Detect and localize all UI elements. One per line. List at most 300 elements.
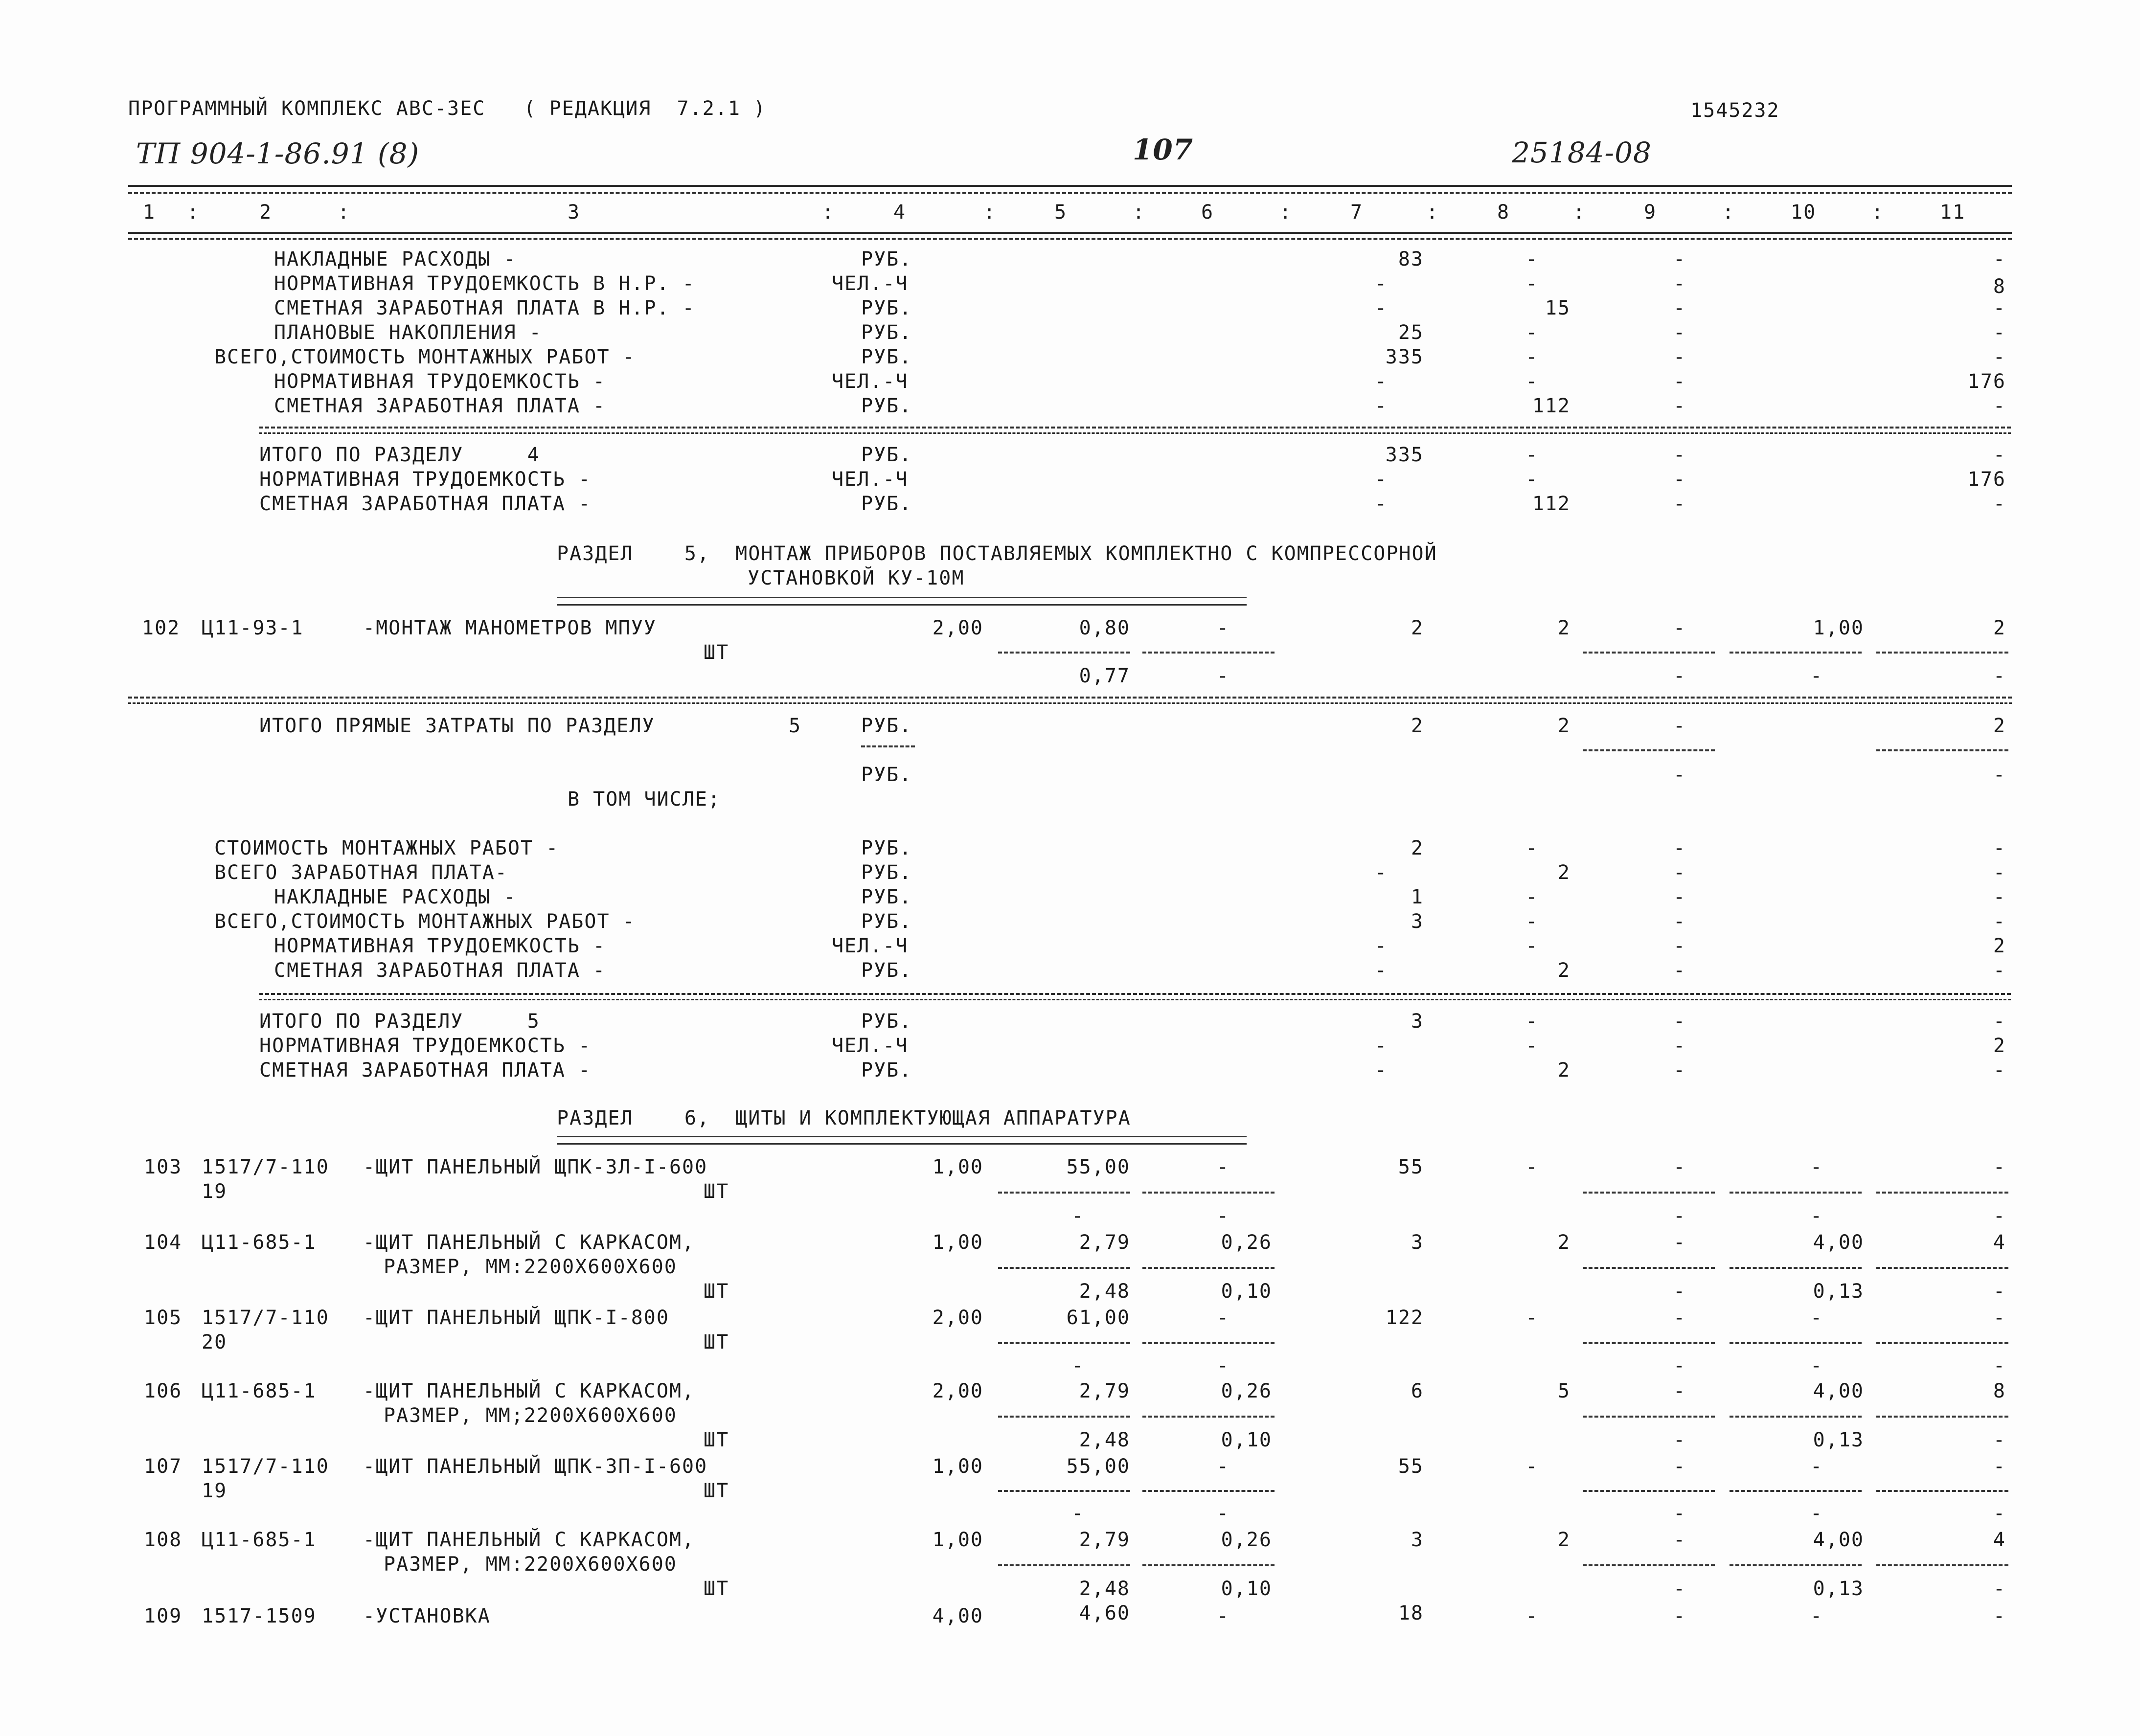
cell-c9: -: [1673, 861, 1686, 884]
cell-c8: -: [1525, 910, 1539, 933]
cell-c5: 2,79: [1079, 1529, 1130, 1551]
col-11: 11: [1940, 201, 1966, 224]
row-label: НАКЛАДНЫЕ РАСХОДЫ -: [274, 248, 517, 271]
cell-c7: -: [1375, 370, 1388, 393]
row-label: НОРМАТИВНАЯ ТРУДОЕМКОСТЬ -: [274, 370, 606, 393]
cell-c9: -: [1673, 886, 1686, 908]
cell-c9: -: [1673, 1059, 1686, 1082]
item-unit: ШТ: [704, 1180, 729, 1203]
col-10: 10: [1791, 201, 1817, 224]
cell-c8: 112: [1532, 395, 1571, 417]
cell-c9: -: [1673, 1380, 1686, 1402]
item-code-suffix: 20: [202, 1331, 228, 1353]
row-unit: РУБ.: [861, 837, 912, 859]
row-label: ВСЕГО,СТОИМОСТЬ МОНТАЖНЫХ РАБОТ -: [214, 910, 636, 933]
item-qty: 2,00: [932, 617, 983, 639]
item-number: 109: [144, 1605, 182, 1627]
cell-rule: [1142, 1490, 1275, 1492]
col-sep: :: [1279, 201, 1293, 224]
item-qty: 1,00: [932, 1529, 983, 1551]
cell-c8: 2: [1557, 1231, 1571, 1254]
cell-c11: -: [1993, 1429, 2006, 1451]
cell-c9: -: [1673, 1231, 1686, 1254]
cell-c11: 176: [1967, 370, 2006, 393]
row-unit: РУБ.: [861, 715, 912, 737]
cell-c8: -: [1525, 1010, 1539, 1033]
cell-c9: -: [1673, 665, 1686, 687]
cell-rule: [1876, 1564, 2008, 1566]
cell-c11: -: [1993, 1059, 2006, 1082]
cell-c11: -: [1993, 861, 2006, 884]
col-sep: :: [1722, 201, 1735, 224]
cell-c11: -: [1993, 1502, 2006, 1525]
cell-c7: 55: [1398, 1455, 1424, 1478]
row-section-number: 5: [789, 715, 802, 737]
cell-c6: -: [1217, 1307, 1230, 1329]
row-unit: ЧЕЛ.-Ч: [832, 935, 909, 957]
cell-rule: [1142, 652, 1275, 654]
row-label: СМЕТНАЯ ЗАРАБОТНАЯ ПЛАТА В Н.Р. -: [274, 297, 695, 319]
row-unit: РУБ.: [861, 1010, 912, 1033]
cell-c9: -: [1673, 1205, 1686, 1227]
cell-c7: 3: [1411, 910, 1424, 933]
cell-rule: [998, 1342, 1130, 1344]
cell-rule: [1876, 1192, 2008, 1194]
cell-c10: -: [1810, 665, 1823, 687]
cell-rule: [1583, 1267, 1715, 1269]
cell-c8: -: [1525, 1307, 1539, 1329]
cell-c11: -: [1993, 1605, 2006, 1627]
cell-c11: 2: [1993, 935, 2006, 957]
cell-rule: [998, 1564, 1130, 1566]
cell-c9: -: [1673, 1035, 1686, 1057]
row-label: НОРМАТИВНАЯ ТРУДОЕМКОСТЬ -: [259, 1035, 592, 1057]
cell-c11: 2: [1993, 715, 2006, 737]
row-label: НАКЛАДНЫЕ РАСХОДЫ -: [274, 886, 517, 908]
cell-c6: -: [1217, 1605, 1230, 1627]
cell-c8: -: [1525, 370, 1539, 393]
cell-c9: -: [1673, 370, 1686, 393]
cell-c7: 6: [1411, 1380, 1424, 1402]
item-qty: 2,00: [932, 1380, 983, 1402]
cell-rule: [998, 1192, 1130, 1194]
item-unit: ШТ: [704, 1280, 729, 1303]
cell-c7: 335: [1385, 444, 1424, 466]
row-label: ИТОГО ПО РАЗДЕЛУ 5: [259, 1010, 540, 1033]
item-code: Ц11-685-1: [202, 1231, 317, 1254]
cell-rule: [1876, 1342, 2008, 1344]
divider: [259, 432, 2011, 434]
cell-c9: -: [1673, 910, 1686, 933]
cell-c11: 2: [1993, 1035, 2006, 1057]
cell-c11: -: [1993, 1578, 2006, 1600]
cell-rule: [1583, 1490, 1715, 1492]
item-number: 105: [144, 1307, 182, 1329]
item-qty: 1,00: [932, 1156, 983, 1178]
cell-c7: -: [1375, 1035, 1388, 1057]
cell-c9: -: [1673, 715, 1686, 737]
row-unit: РУБ.: [861, 910, 912, 933]
cell-c7: 83: [1398, 248, 1424, 271]
cell-c11: -: [1993, 346, 2006, 368]
row-unit: РУБ.: [861, 395, 912, 417]
cell-c10: -: [1810, 1455, 1823, 1478]
cell-c9: -: [1673, 1354, 1686, 1377]
cell-c8: 2: [1557, 617, 1571, 639]
row-unit: РУБ.: [861, 321, 912, 344]
cell-c6: -: [1217, 617, 1230, 639]
cell-c7: 122: [1385, 1307, 1424, 1329]
cell-c11: -: [1993, 910, 2006, 933]
col-sep: :: [983, 201, 997, 224]
cell-c7: 335: [1385, 346, 1424, 368]
header-rule: [128, 185, 2012, 187]
row-label: ВСЕГО ЗАРАБОТНАЯ ПЛАТА-: [214, 861, 508, 884]
item-qty: 2,00: [932, 1307, 983, 1329]
cell-c6: 0,26: [1221, 1231, 1272, 1254]
cell-rule: [1730, 1342, 1862, 1344]
cell-c11: -: [1993, 1205, 2006, 1227]
cell-c11: -: [1993, 297, 2006, 319]
item-code: Ц11-685-1: [202, 1380, 317, 1402]
cell-rule: [1730, 1267, 1862, 1269]
cell-rule: [861, 745, 915, 747]
cell-c5: 55,00: [1066, 1455, 1130, 1478]
row-label: НОРМАТИВНАЯ ТРУДОЕМКОСТЬ -: [259, 468, 592, 491]
row-unit: РУБ.: [861, 764, 912, 786]
row-unit: РУБ.: [861, 861, 912, 884]
cell-c9: -: [1673, 272, 1686, 295]
cell-c9: -: [1673, 1455, 1686, 1478]
cell-c6: 0,10: [1221, 1429, 1272, 1451]
cell-c8: -: [1525, 1455, 1539, 1478]
cell-c5: 0,77: [1079, 665, 1130, 687]
cell-c8: 2: [1557, 715, 1571, 737]
in-that-number-label: В ТОМ ЧИСЛЕ;: [568, 788, 721, 811]
cell-c9: -: [1673, 617, 1686, 639]
cell-c6: -: [1217, 1205, 1230, 1227]
cell-c7: -: [1375, 493, 1388, 515]
row-unit: РУБ.: [861, 959, 912, 982]
cell-c8: 2: [1557, 1529, 1571, 1551]
cell-c8: 2: [1557, 1059, 1571, 1082]
row-label: СМЕТНАЯ ЗАРАБОТНАЯ ПЛАТА -: [259, 1059, 592, 1082]
row-label: ИТОГО ПРЯМЫЕ ЗАТРАТЫ ПО РАЗДЕЛУ: [259, 715, 655, 737]
cell-c7: -: [1375, 959, 1388, 982]
cell-c10: 4,00: [1813, 1231, 1864, 1254]
cell-c8: -: [1525, 468, 1539, 491]
item-code: 1517/7-110: [202, 1156, 329, 1178]
col-sep: :: [1573, 201, 1586, 224]
item-name: -ЩИТ ПАНЕЛЬНЫЙ ЩПК-3П-I-600: [363, 1455, 708, 1478]
cell-c10: 0,13: [1813, 1578, 1864, 1600]
document-number: 1545232: [1690, 99, 1780, 122]
row-unit: РУБ.: [861, 493, 912, 515]
row-label: НОРМАТИВНАЯ ТРУДОЕМКОСТЬ -: [274, 935, 606, 957]
column-header-rule: [128, 232, 2012, 234]
row-unit: ЧЕЛ.-Ч: [832, 370, 909, 393]
cell-c7: -: [1375, 395, 1388, 417]
row-label: СМЕТНАЯ ЗАРАБОТНАЯ ПЛАТА -: [274, 395, 606, 417]
cell-c6: -: [1217, 1455, 1230, 1478]
cell-c8: -: [1525, 272, 1539, 295]
cell-c5: -: [1071, 1354, 1085, 1377]
cell-rule: [998, 652, 1130, 654]
cell-c7: 2: [1411, 617, 1424, 639]
cell-c7: 1: [1411, 886, 1424, 908]
cell-c5: 2,79: [1079, 1380, 1130, 1402]
cell-c9: -: [1673, 395, 1686, 417]
cell-c10: -: [1810, 1354, 1823, 1377]
cell-c11: -: [1993, 395, 2006, 417]
cell-rule: [1142, 1192, 1275, 1194]
cell-c8: -: [1525, 1605, 1539, 1627]
item-unit: ШТ: [704, 1578, 729, 1600]
cell-c11: -: [1993, 493, 2006, 515]
cell-c11: -: [1993, 1455, 2006, 1478]
cell-c7: -: [1375, 861, 1388, 884]
cell-c6: -: [1217, 1502, 1230, 1525]
cell-rule: [1583, 1342, 1715, 1344]
row-label: ИТОГО ПО РАЗДЕЛУ 4: [259, 444, 540, 466]
cell-c9: -: [1673, 346, 1686, 368]
cell-rule: [1142, 1342, 1275, 1344]
item-code: Ц11-93-1: [202, 617, 304, 639]
cell-c11: -: [1993, 1354, 2006, 1377]
cell-c11: -: [1993, 1156, 2006, 1178]
item-name: -ЩИТ ПАНЕЛЬНЫЙ ЩПК-I-800: [363, 1307, 669, 1329]
cell-c11: 176: [1967, 468, 2006, 491]
cell-c6: 0,26: [1221, 1380, 1272, 1402]
cell-c6: 0,10: [1221, 1280, 1272, 1303]
cell-rule: [1876, 749, 2008, 751]
cell-c7: 3: [1411, 1529, 1424, 1551]
cell-c7: 3: [1411, 1010, 1424, 1033]
item-number: 108: [144, 1529, 182, 1551]
cell-c9: -: [1673, 1307, 1686, 1329]
cell-rule: [998, 1490, 1130, 1492]
cell-c7: 25: [1398, 321, 1424, 344]
col-6: 6: [1201, 201, 1214, 224]
cell-c8: 15: [1545, 297, 1571, 319]
cell-c9: -: [1673, 444, 1686, 466]
cell-c10: -: [1810, 1502, 1823, 1525]
item-name: -МОНТАЖ МАНОМЕТРОВ МПУУ: [363, 617, 657, 639]
item-name: -ЩИТ ПАНЕЛЬНЫЙ С КАРКАСОМ,: [363, 1529, 695, 1551]
item-code: Ц11-685-1: [202, 1529, 317, 1551]
cell-rule: [998, 1416, 1130, 1418]
cell-c9: -: [1673, 1529, 1686, 1551]
col-sep: :: [187, 201, 200, 224]
item-code-suffix: 19: [202, 1480, 228, 1502]
col-sep: :: [338, 201, 351, 224]
divider: [128, 697, 2012, 699]
cell-c6: -: [1217, 665, 1230, 687]
item-name: -УСТАНОВКА: [363, 1605, 491, 1627]
cell-c6: -: [1217, 1354, 1230, 1377]
cell-c9: -: [1673, 935, 1686, 957]
divider: [128, 702, 2012, 704]
cell-rule: [1876, 1416, 2008, 1418]
cell-c7: 55: [1398, 1156, 1424, 1178]
cell-c8: 5: [1557, 1380, 1571, 1402]
cell-c11: 4: [1993, 1231, 2006, 1254]
cell-rule: [998, 1267, 1130, 1269]
cell-c6: 0,26: [1221, 1529, 1272, 1551]
cell-c10: 0,13: [1813, 1429, 1864, 1451]
item-qty: 4,00: [932, 1605, 983, 1627]
cell-c5: 2,48: [1079, 1578, 1130, 1600]
item-name: -ЩИТ ПАНЕЛЬНЫЙ С КАРКАСОМ,: [363, 1231, 695, 1254]
cell-c9: -: [1673, 1280, 1686, 1303]
cell-c9: -: [1673, 493, 1686, 515]
cell-c9: -: [1673, 1429, 1686, 1451]
cell-c11: -: [1993, 444, 2006, 466]
section5-title-line2: УСТАНОВКОЙ КУ-10М: [748, 567, 965, 589]
section5-title-underline: [557, 597, 1247, 606]
cell-c11: -: [1993, 1010, 2006, 1033]
cell-c9: -: [1673, 1605, 1686, 1627]
cell-c8: -: [1525, 837, 1539, 859]
col-5: 5: [1054, 201, 1068, 224]
cell-c10: 4,00: [1813, 1529, 1864, 1551]
program-header: ПРОГРАММНЫЙ КОМПЛЕКС АВС-3ЕС ( РЕДАКЦИЯ 7.2.1 ): [128, 97, 767, 120]
item-number: 103: [144, 1156, 182, 1178]
cell-c9: -: [1673, 297, 1686, 319]
item-number: 104: [144, 1231, 182, 1254]
cell-c8: -: [1525, 935, 1539, 957]
cell-rule: [1583, 749, 1715, 751]
cell-c9: -: [1673, 1578, 1686, 1600]
cell-c7: -: [1375, 272, 1388, 295]
cell-c10: -: [1810, 1156, 1823, 1178]
cell-c11: -: [1993, 665, 2006, 687]
row-label: ПЛАНОВЫЕ НАКОПЛЕНИЯ -: [274, 321, 542, 344]
cell-c10: -: [1810, 1205, 1823, 1227]
cell-rule: [1876, 1267, 2008, 1269]
cell-c10: 1,00: [1813, 617, 1864, 639]
cell-c5: 2,48: [1079, 1429, 1130, 1451]
cell-c8: -: [1525, 444, 1539, 466]
item-number: 106: [144, 1380, 182, 1402]
cell-c8: -: [1525, 321, 1539, 344]
cell-c11: -: [1993, 248, 2006, 271]
cell-c8: 2: [1557, 861, 1571, 884]
cell-c9: -: [1673, 764, 1686, 786]
item-qty: 1,00: [932, 1231, 983, 1254]
cell-c6: -: [1217, 1156, 1230, 1178]
cell-c8: -: [1525, 248, 1539, 271]
cell-c8: -: [1525, 886, 1539, 908]
row-unit: ЧЕЛ.-Ч: [832, 1035, 909, 1057]
cell-c10: -: [1810, 1605, 1823, 1627]
cell-c5: 55,00: [1066, 1156, 1130, 1178]
item-unit: ШТ: [704, 1480, 729, 1502]
cell-rule: [1583, 1192, 1715, 1194]
cell-c9: -: [1673, 1502, 1686, 1525]
item-code-suffix: 19: [202, 1180, 228, 1203]
cell-rule: [1730, 1416, 1862, 1418]
cell-c8: -: [1525, 1035, 1539, 1057]
cell-c11: 4: [1993, 1529, 2006, 1551]
header-rule-dashed: [128, 192, 2012, 194]
row-unit: РУБ.: [861, 886, 912, 908]
item-name-line2: РАЗМЕР, ММ:2200Х600Х600: [384, 1553, 677, 1576]
cell-c6: 0,10: [1221, 1578, 1272, 1600]
row-unit: РУБ.: [861, 1059, 912, 1082]
divider: [259, 993, 2011, 995]
cell-c5: 4,60: [1079, 1602, 1130, 1624]
handwritten-project-code: ТП 904-1-86.91 (8): [136, 137, 420, 170]
handwritten-page-number: 107: [1133, 133, 1194, 166]
col-4: 4: [893, 201, 907, 224]
cell-c5: 61,00: [1066, 1307, 1130, 1329]
cell-c10: 0,13: [1813, 1280, 1864, 1303]
cell-c5: -: [1071, 1502, 1085, 1525]
item-code: 1517-1509: [202, 1605, 317, 1627]
col-1: 1: [143, 201, 156, 224]
row-label: НОРМАТИВНАЯ ТРУДОЕМКОСТЬ В Н.Р. -: [274, 272, 695, 295]
section6-title-underline: [557, 1136, 1247, 1145]
cell-c9: -: [1673, 1010, 1686, 1033]
cell-rule: [1876, 652, 2008, 654]
cell-rule: [1730, 1192, 1862, 1194]
item-code: 1517/7-110: [202, 1307, 329, 1329]
cell-c11: -: [1993, 837, 2006, 859]
row-label: СМЕТНАЯ ЗАРАБОТНАЯ ПЛАТА -: [259, 493, 592, 515]
col-sep: :: [1871, 201, 1885, 224]
item-unit: ШТ: [704, 641, 729, 664]
cell-c7: 3: [1411, 1231, 1424, 1254]
cell-c5: 0,80: [1079, 617, 1130, 639]
cell-rule: [1730, 1564, 1862, 1566]
section5-title: РАЗДЕЛ 5, МОНТАЖ ПРИБОРОВ ПОСТАВЛЯЕМЫХ КОМПЛЕКТНО С КОМПРЕССОРНОЙ: [557, 542, 1437, 565]
cell-c8: -: [1525, 1156, 1539, 1178]
cell-rule: [1730, 1490, 1862, 1492]
row-unit: РУБ.: [861, 444, 912, 466]
cell-c5: 2,79: [1079, 1231, 1130, 1254]
row-unit: РУБ.: [861, 297, 912, 319]
row-unit: РУБ.: [861, 248, 912, 271]
col-3: 3: [568, 201, 581, 224]
cell-rule: [1583, 652, 1715, 654]
cell-c11: -: [1993, 886, 2006, 908]
cell-rule: [1142, 1267, 1275, 1269]
cell-c9: -: [1673, 837, 1686, 859]
section6-title: РАЗДЕЛ 6, ЩИТЫ И КОМПЛЕКТУЮЩАЯ АППАРАТУРА: [557, 1107, 1131, 1129]
cell-c7: 2: [1411, 715, 1424, 737]
cell-c11: 2: [1993, 617, 2006, 639]
col-sep: :: [1133, 201, 1146, 224]
cell-c7: -: [1375, 468, 1388, 491]
item-number: 102: [142, 617, 181, 639]
cell-c11: 8: [1993, 1380, 2006, 1402]
cell-c8: 2: [1557, 959, 1571, 982]
cell-c9: -: [1673, 248, 1686, 271]
cell-c11: -: [1993, 321, 2006, 344]
row-unit: РУБ.: [861, 346, 912, 368]
item-name-line2: РАЗМЕР, ММ:2200Х600Х600: [384, 1256, 677, 1278]
handwritten-code: 25184-08: [1512, 136, 1652, 169]
cell-c5: -: [1071, 1205, 1085, 1227]
item-code: 1517/7-110: [202, 1455, 329, 1478]
item-qty: 1,00: [932, 1455, 983, 1478]
cell-rule: [1730, 652, 1862, 654]
row-label: ВСЕГО,СТОИМОСТЬ МОНТАЖНЫХ РАБОТ -: [214, 346, 636, 368]
row-label: СМЕТНАЯ ЗАРАБОТНАЯ ПЛАТА -: [274, 959, 606, 982]
divider: [259, 999, 2011, 1000]
cell-c7: -: [1375, 935, 1388, 957]
